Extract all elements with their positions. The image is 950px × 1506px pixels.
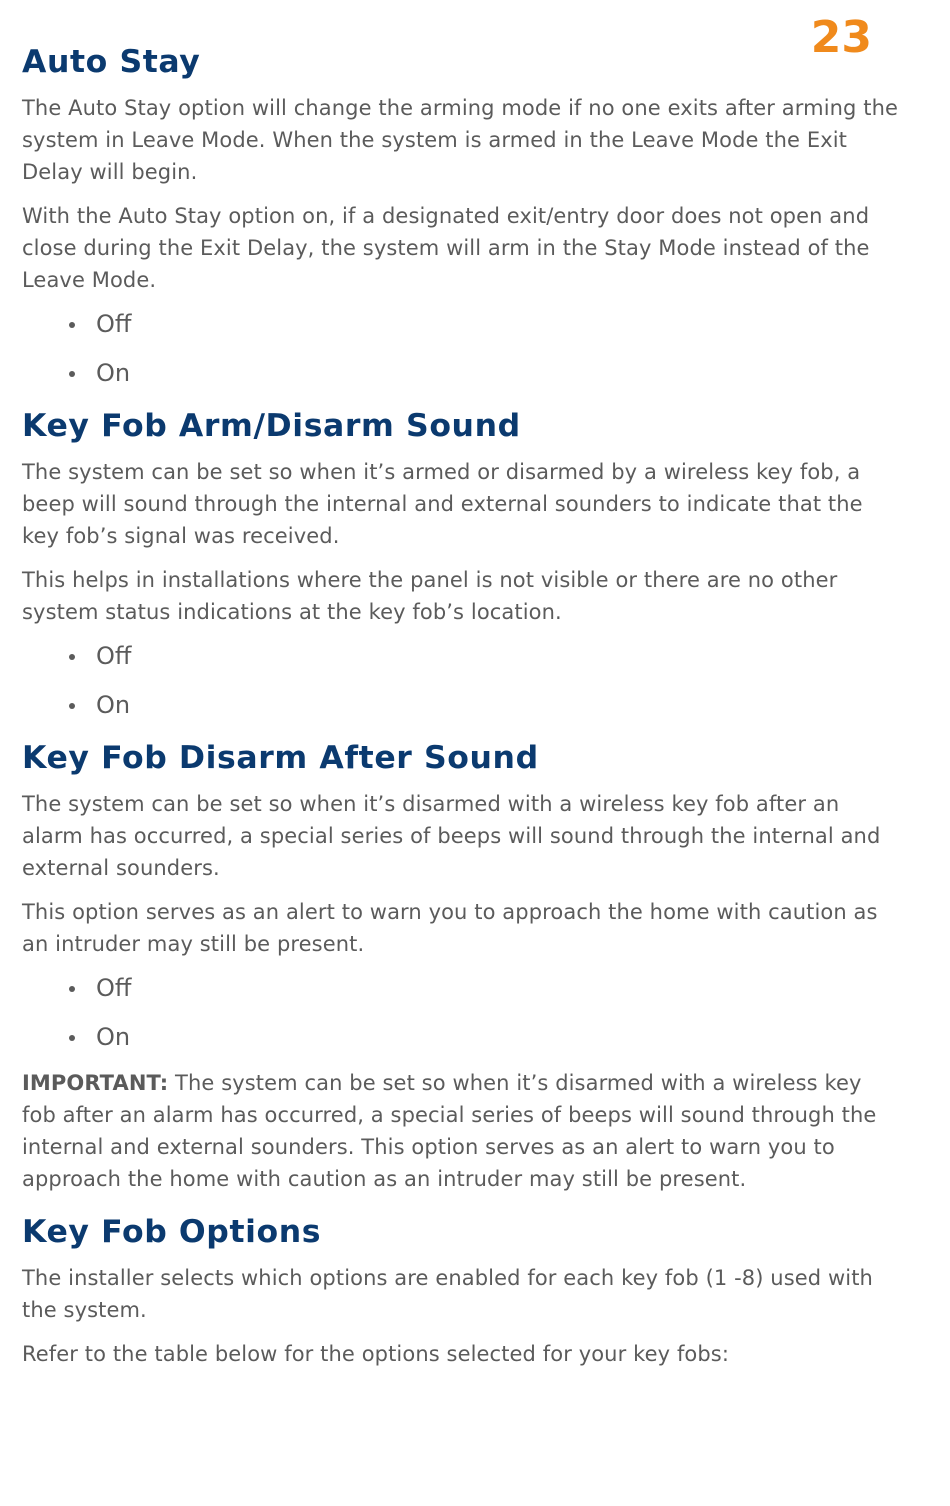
bullet-icon xyxy=(69,703,75,709)
bullet-icon xyxy=(69,371,75,377)
option-label: On xyxy=(96,359,131,387)
option-list xyxy=(22,972,902,1053)
section-heading-auto-stay: Auto Stay xyxy=(22,44,201,80)
option-item-on xyxy=(22,689,902,721)
section-heading-key-fob-disarm-after-sound: Key Fob Disarm After Sound xyxy=(22,740,539,776)
section-key-fob-arm-disarm-sound xyxy=(22,406,902,721)
bullet-icon xyxy=(69,654,75,660)
option-label: Off xyxy=(96,642,132,670)
option-item-off xyxy=(22,972,902,1004)
paragraph: The system can be set so when it’s armed or disarmed by a wireless key fob, a beep will sound through the internal and external sounders to indicate that the key fob’s signal was received. xyxy=(22,460,863,548)
paragraph: The installer selects which options are enabled for each key fob (1 -8) used with the system. xyxy=(22,1266,873,1322)
option-item-on xyxy=(22,357,902,389)
option-label: Off xyxy=(96,310,132,338)
section-key-fob-options xyxy=(22,1212,902,1370)
important-text: The system can be set so when it’s disarmed with a wireless key fob after an alarm has occurred, a special series of beeps will sound through the internal and external sounders. This option serves as an alert to warn you to approach the home with caution as an intruder may still be present. xyxy=(22,1071,877,1191)
option-label: On xyxy=(96,691,131,719)
important-label: IMPORTANT: xyxy=(22,1071,169,1095)
option-label: On xyxy=(96,1023,131,1051)
document-body xyxy=(22,42,902,1382)
important-note xyxy=(22,1067,902,1195)
paragraph: With the Auto Stay option on, if a designated exit/entry door does not open and close during the Exit Delay, the system will arm in the Stay Mode instead of the Leave Mode. xyxy=(22,204,870,292)
bullet-icon xyxy=(69,986,75,992)
page-number: 23 xyxy=(810,12,872,63)
section-heading-key-fob-options: Key Fob Options xyxy=(22,1214,322,1250)
option-item-off xyxy=(22,308,902,340)
paragraph: This helps in installations where the panel is not visible or there are no other system status indications at the key fob’s location. xyxy=(22,568,838,624)
section-auto-stay xyxy=(22,42,902,389)
option-list xyxy=(22,308,902,389)
option-list xyxy=(22,640,902,721)
option-label: Off xyxy=(96,974,132,1002)
paragraph: Refer to the table below for the options selected for your key fobs: xyxy=(22,1342,730,1366)
bullet-icon xyxy=(69,1035,75,1041)
paragraph: This option serves as an alert to warn you to approach the home with caution as an intruder may still be present. xyxy=(22,900,878,956)
paragraph: The Auto Stay option will change the arming mode if no one exits after arming the system in Leave Mode. When the system is armed in the Leave Mode the Exit Delay will begin. xyxy=(22,96,899,184)
option-item-on xyxy=(22,1021,902,1053)
bullet-icon xyxy=(69,322,75,328)
paragraph: The system can be set so when it’s disarmed with a wireless key fob after an alarm has occurred, a special series of beeps will sound through the internal and external sounders. xyxy=(22,792,881,880)
section-key-fob-disarm-after-sound xyxy=(22,738,902,1195)
section-heading-key-fob-arm-disarm-sound: Key Fob Arm/Disarm Sound xyxy=(22,408,521,444)
option-item-off xyxy=(22,640,902,672)
